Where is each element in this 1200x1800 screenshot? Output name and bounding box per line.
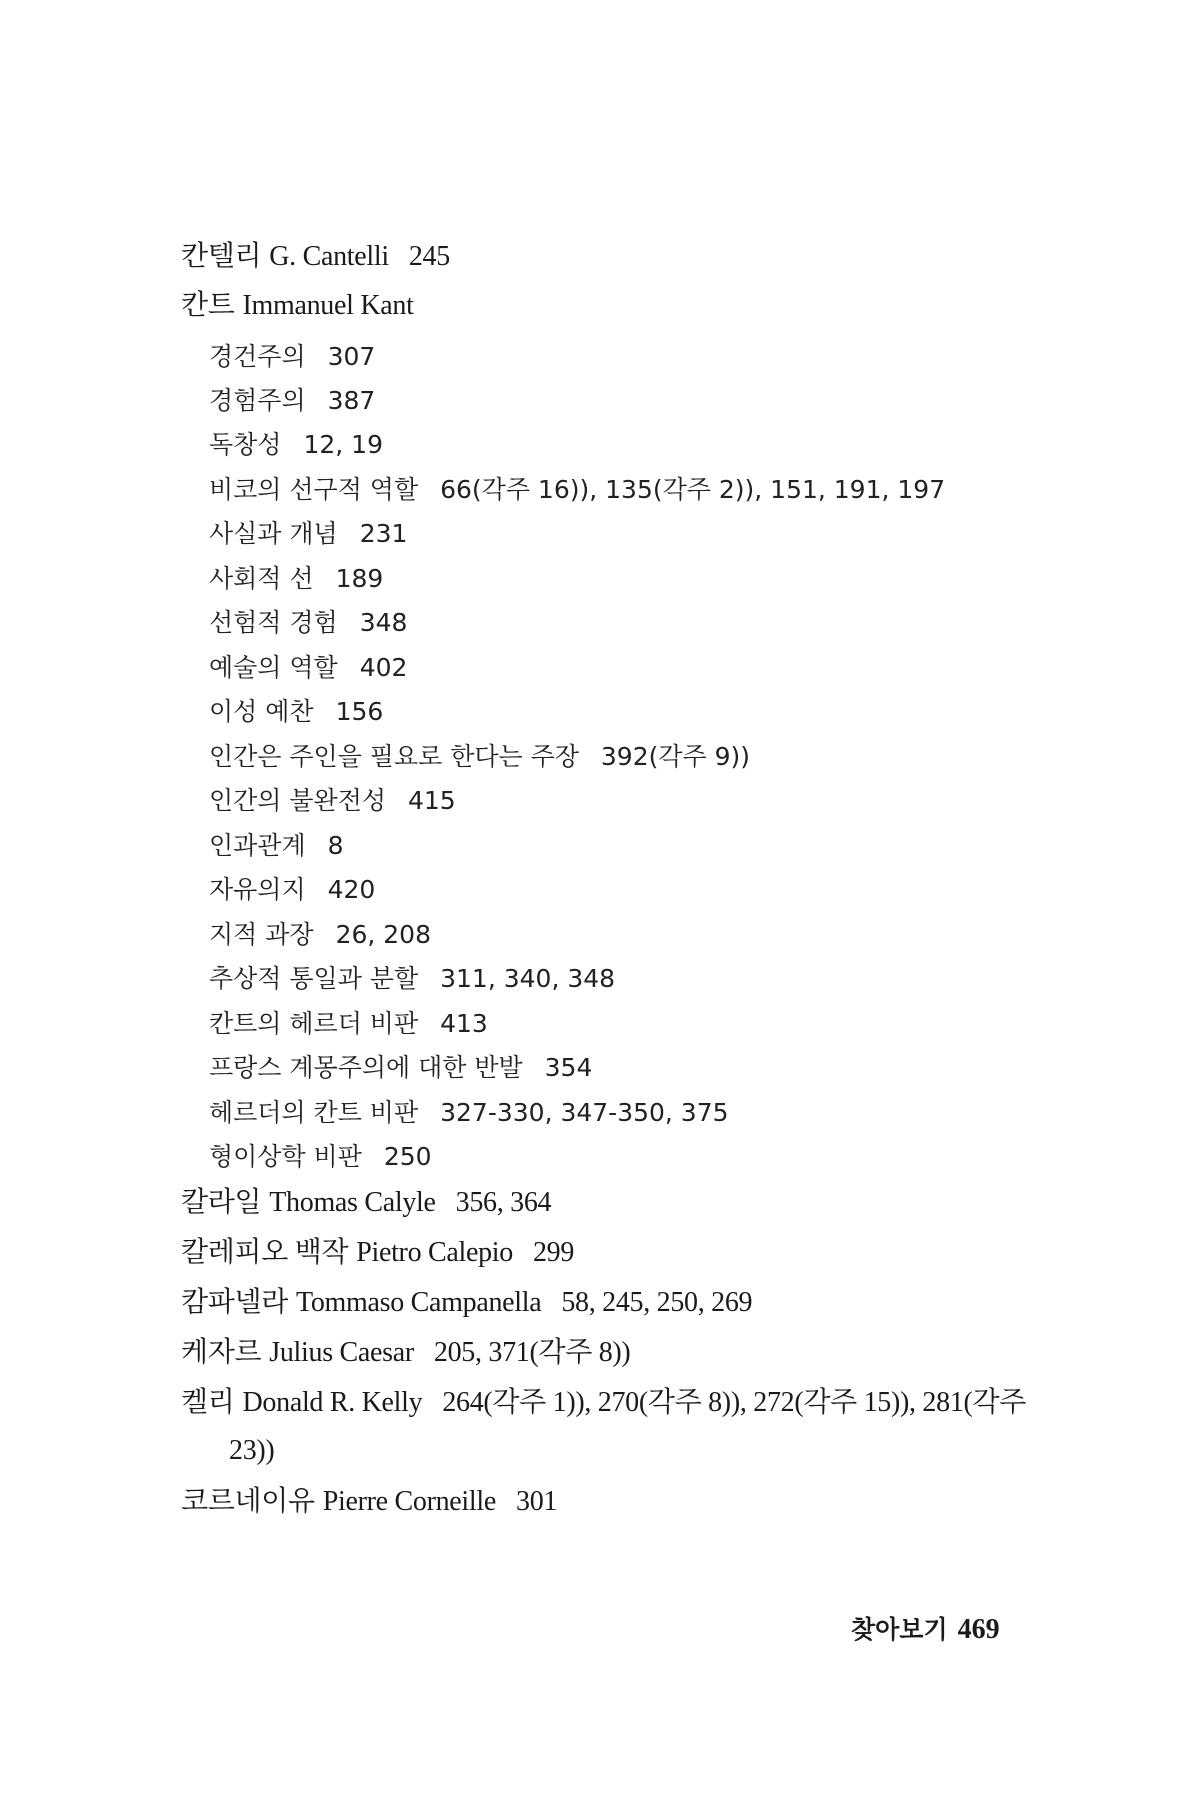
index-subentry xyxy=(209,1091,729,1135)
index-entry xyxy=(181,1477,557,1527)
subentry-term: 자유의지 xyxy=(209,875,306,904)
entry-english-name: Donald R. Kelly xyxy=(242,1387,423,1418)
entry-english-name: Julius Caesar xyxy=(269,1337,414,1368)
entry-pages: 205, 371(각주 8)) xyxy=(433,1337,631,1368)
subentry-pages: 387 xyxy=(327,386,376,415)
entry-pages: 264(각주 1)), 270(각주 8)), 272(각주 15)), 281(각주 xyxy=(442,1387,1027,1418)
subentry-pages: 413 xyxy=(440,1009,488,1038)
index-entry xyxy=(181,1178,551,1228)
page-footer xyxy=(851,1610,1000,1650)
entry-korean-name: 캄파넬라 xyxy=(181,1287,288,1318)
subentry-term: 사회적 선 xyxy=(209,564,314,593)
subentry-pages: 311, 340, 348 xyxy=(440,964,616,993)
subentry-pages: 307 xyxy=(327,342,376,371)
index-entry xyxy=(181,1328,630,1378)
index-entry xyxy=(181,1378,1027,1466)
index-entry xyxy=(181,281,414,331)
subentry-term: 경험주의 xyxy=(209,386,306,415)
entry-pages: 301 xyxy=(516,1486,558,1517)
subentry-term: 예술의 역할 xyxy=(209,653,338,682)
entry-english-name: Pietro Calepio xyxy=(356,1237,513,1268)
entry-korean-name: 칸트 xyxy=(181,290,235,321)
entry-english-name: Thomas Calyle xyxy=(269,1187,436,1218)
index-subentry xyxy=(209,913,431,957)
entry-english-name: Tommaso Campanella xyxy=(296,1287,542,1318)
entry-pages-continued: 23)) xyxy=(229,1435,275,1466)
subentry-term: 형이상학 비판 xyxy=(209,1142,362,1171)
subentry-pages: 327-330, 347-350, 375 xyxy=(440,1098,729,1127)
subentry-pages: 348 xyxy=(359,608,408,637)
index-subentry xyxy=(209,601,407,645)
entry-korean-name: 칸텔리 xyxy=(181,241,262,272)
index-subentry xyxy=(209,1002,488,1046)
subentry-pages: 66(각주 16)), 135(각주 2)), 151, 191, 197 xyxy=(440,475,946,504)
entry-korean-name: 칼레피오 백작 xyxy=(181,1237,349,1268)
subentry-term: 인간은 주인을 필요로 한다는 주장 xyxy=(209,742,579,771)
index-subentry xyxy=(209,1046,592,1090)
subentry-term: 경건주의 xyxy=(209,342,306,371)
index-subentry xyxy=(209,646,407,690)
subentry-term: 칸트의 헤르더 비판 xyxy=(209,1009,419,1038)
entry-korean-name: 켈리 xyxy=(181,1387,235,1418)
index-subentry xyxy=(209,868,375,912)
subentry-pages: 189 xyxy=(335,564,384,593)
entry-pages: 356, 364 xyxy=(455,1187,552,1218)
index-subentry xyxy=(209,735,750,779)
entry-pages: 245 xyxy=(408,241,450,272)
subentry-term: 비코의 선구적 역할 xyxy=(209,475,419,504)
entry-pages: 299 xyxy=(532,1237,575,1268)
subentry-term: 인간의 불완전성 xyxy=(209,786,386,815)
index-subentry xyxy=(209,335,375,379)
index-subentry xyxy=(209,1135,432,1179)
subentry-pages: 402 xyxy=(359,653,408,682)
footer-section-label: 찾아보기 xyxy=(851,1615,948,1644)
index-entry xyxy=(181,1278,752,1328)
subentry-pages: 26, 208 xyxy=(335,920,431,949)
index-entry xyxy=(181,232,450,282)
subentry-pages: 231 xyxy=(359,519,408,548)
subentry-term: 프랑스 계몽주의에 대한 반발 xyxy=(209,1053,523,1082)
entry-korean-name: 케자르 xyxy=(181,1337,262,1368)
index-subentry xyxy=(209,379,375,423)
index-subentry xyxy=(209,468,945,512)
entry-english-name: G. Cantelli xyxy=(269,241,389,272)
entry-english-name: Pierre Corneille xyxy=(322,1486,496,1517)
subentry-term: 사실과 개념 xyxy=(209,519,338,548)
subentry-pages: 420 xyxy=(327,875,376,904)
subentry-pages: 415 xyxy=(408,786,456,815)
entry-korean-name: 칼라일 xyxy=(181,1187,262,1218)
subentry-pages: 156 xyxy=(335,697,384,726)
entry-english-name: Immanuel Kant xyxy=(242,290,414,321)
subentry-term: 독창성 xyxy=(209,430,282,459)
index-subentry xyxy=(209,512,407,556)
index-subentry xyxy=(209,957,615,1001)
subentry-term: 이성 예찬 xyxy=(209,697,314,726)
page-number: 469 xyxy=(957,1614,1000,1645)
subentry-term: 지적 과장 xyxy=(209,920,314,949)
index-subentry xyxy=(209,824,344,868)
entry-pages: 58, 245, 250, 269 xyxy=(561,1287,753,1318)
index-subentry xyxy=(209,557,383,601)
subentry-pages: 12, 19 xyxy=(303,430,383,459)
subentry-pages: 392(각주 9)) xyxy=(600,742,751,771)
subentry-term: 추상적 통일과 분할 xyxy=(209,964,419,993)
subentry-pages: 354 xyxy=(544,1053,593,1082)
subentry-term: 선험적 경험 xyxy=(209,608,338,637)
subentry-pages: 250 xyxy=(383,1142,432,1171)
subentry-pages: 8 xyxy=(327,831,344,860)
index-subentry xyxy=(209,779,456,823)
entry-korean-name: 코르네이유 xyxy=(181,1486,315,1517)
index-subentry xyxy=(209,690,383,734)
subentry-term: 헤르더의 칸트 비판 xyxy=(209,1098,419,1127)
index-entry xyxy=(181,1228,574,1278)
subentry-term: 인과관계 xyxy=(209,831,306,860)
index-subentry xyxy=(209,423,383,467)
